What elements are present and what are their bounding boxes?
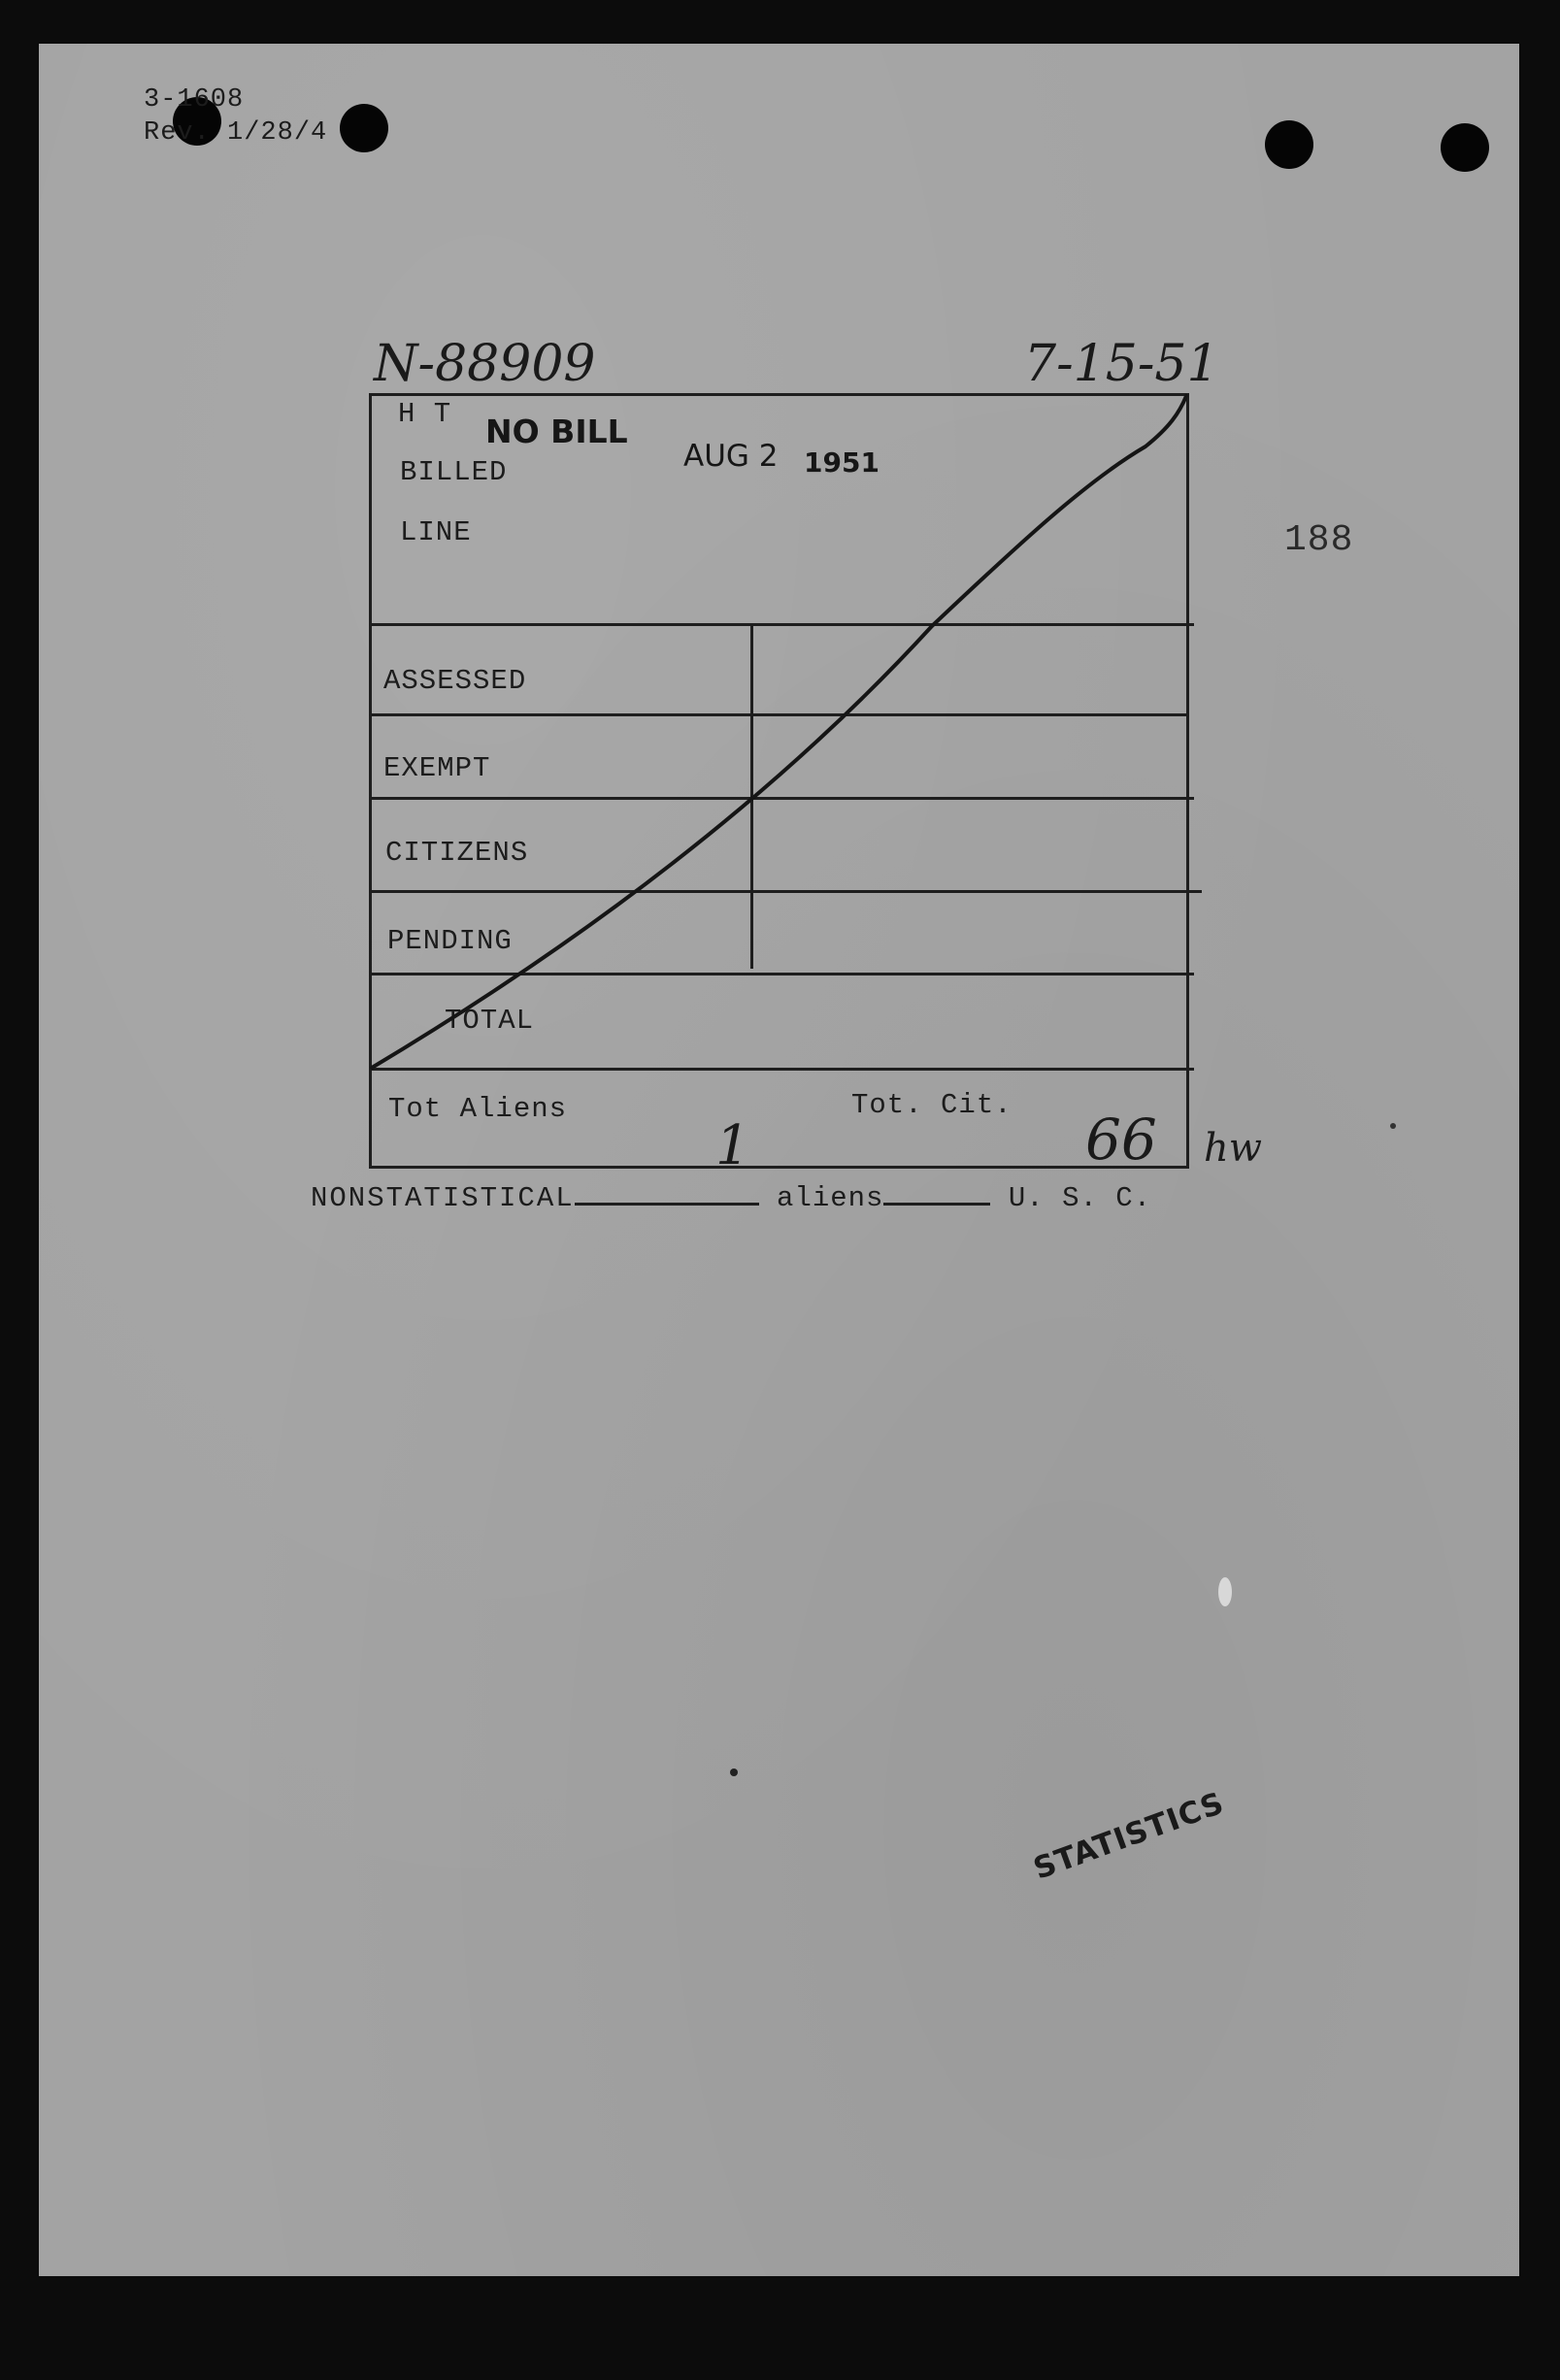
date-stamp-year: 1951 bbox=[804, 446, 880, 479]
paper-speck bbox=[1218, 1577, 1232, 1606]
row-pending: PENDING bbox=[387, 925, 513, 957]
cancellation-line bbox=[372, 396, 1186, 1068]
tot-aliens-label: Tot Aliens bbox=[388, 1093, 568, 1125]
usc-label: U. S. C. bbox=[1008, 1182, 1152, 1214]
billed-label: BILLED bbox=[400, 456, 508, 488]
paper-speck bbox=[1390, 1123, 1396, 1129]
handwritten-tot-cit-count: 66 bbox=[1085, 1107, 1157, 1173]
row-exempt: EXEMPT bbox=[383, 752, 491, 784]
tot-cit-label: Tot. Cit. bbox=[851, 1089, 1012, 1121]
page-number: 188 bbox=[1284, 519, 1354, 561]
line-label: LINE bbox=[400, 516, 472, 548]
row-citizens: CITIZENS bbox=[385, 837, 529, 869]
date-stamp-month-day: AUG 2 bbox=[683, 439, 779, 474]
nonstatistical-label: NONSTATISTICAL bbox=[311, 1182, 575, 1214]
row-total: TOTAL bbox=[445, 1005, 535, 1037]
row-assessed: ASSESSED bbox=[383, 665, 527, 697]
ht-label: H T bbox=[398, 398, 452, 430]
form-number: 3-1608 bbox=[144, 85, 245, 115]
paper-speck bbox=[730, 1768, 738, 1776]
aliens-label: aliens bbox=[777, 1182, 884, 1214]
handwritten-file-number: N-88909 bbox=[374, 335, 596, 393]
no-bill-stamp: NO BILL bbox=[485, 413, 628, 450]
form-revision: Rev. 1/28/4 bbox=[144, 118, 328, 148]
handwritten-tot-aliens-count: 1 bbox=[715, 1114, 750, 1177]
handwritten-date: 7-15-51 bbox=[1024, 335, 1219, 393]
handwritten-initials: hw bbox=[1204, 1126, 1262, 1171]
statistics-stamp: STATISTICS bbox=[1029, 1785, 1229, 1887]
